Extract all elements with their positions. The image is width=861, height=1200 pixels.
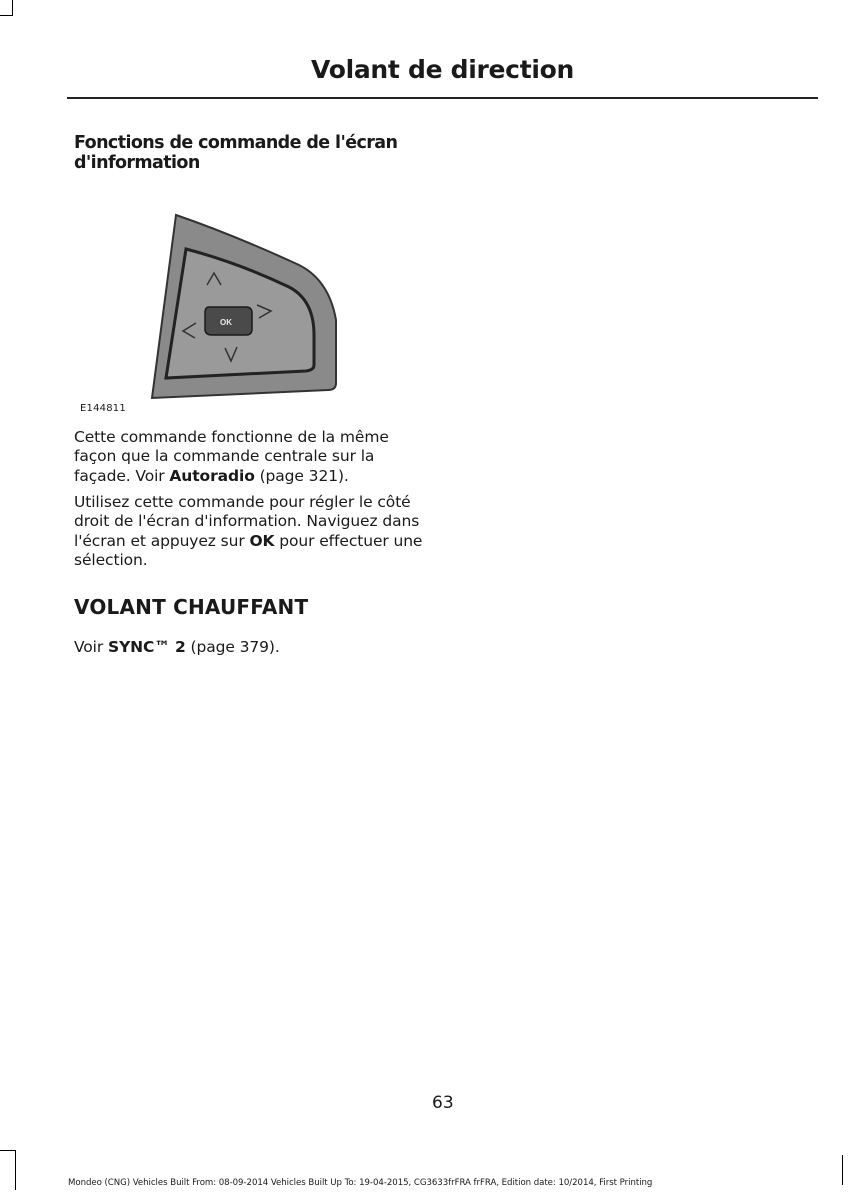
page-title: Volant de direction xyxy=(311,55,574,84)
page-number: 63 xyxy=(432,1093,454,1113)
crop-mark xyxy=(12,0,13,16)
paragraph-usage xyxy=(74,493,430,570)
section-heading: Fonctions de commande de l'écran d'information xyxy=(74,133,398,173)
crop-mark xyxy=(15,1150,16,1190)
paragraph-autoradio xyxy=(74,428,430,486)
paragraph-text: pour effectuer une sélection. xyxy=(74,531,423,569)
crop-mark xyxy=(0,1150,16,1151)
steering-control-illustration xyxy=(74,205,354,420)
heated-steering-wheel-heading: VOLANT CHAUFFANT xyxy=(74,595,309,619)
cross-reference-sync: SYNC™ 2 xyxy=(108,638,186,656)
paragraph-sync xyxy=(74,638,430,657)
paragraph-text: Voir xyxy=(74,638,108,656)
paragraph-text: Utilisez cette commande pour régler le côté droit de l'écran d'information. Naviguez dans l'écran et appuyez sur xyxy=(74,493,420,550)
header-divider xyxy=(67,97,818,99)
paragraph-text: Cette commande fonctionne de la même façon que la commande centrale sur la façade. Voir xyxy=(74,428,389,485)
steering-pad-drawing xyxy=(74,205,354,405)
paragraph-text: (page 379). xyxy=(185,638,280,656)
crop-mark xyxy=(0,15,13,16)
cross-reference-autoradio: Autoradio xyxy=(169,466,255,485)
ok-keyword: OK xyxy=(249,531,275,550)
footer-imprint: Mondeo (CNG) Vehicles Built From: 08-09-2014 Vehicles Built Up To: 19-04-2015, CG3633frFRA frFRA, Edition date: 10/2014, First Printing xyxy=(68,1178,653,1188)
figure-reference: E144811 xyxy=(80,403,126,414)
paragraph-text: (page 321). xyxy=(254,466,349,485)
crop-mark xyxy=(842,1155,843,1185)
ok-button-label: OK xyxy=(220,318,232,327)
